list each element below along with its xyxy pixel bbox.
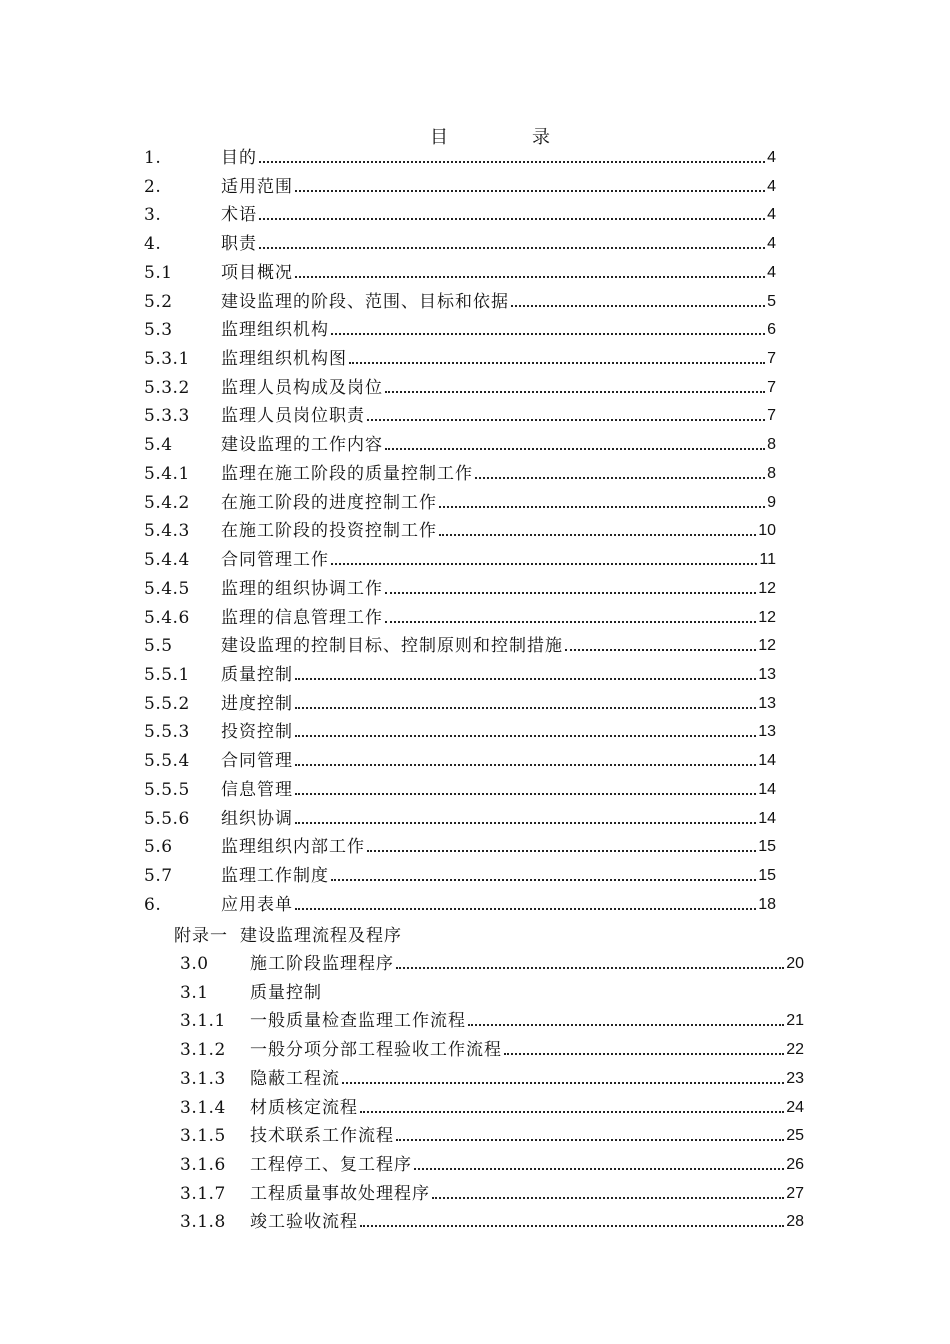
toc-entry[interactable] (144, 402, 776, 431)
toc-entry-page: 7 (767, 407, 776, 425)
toc-entry-number: 3. (144, 205, 162, 226)
toc-entry-page: 20 (786, 955, 804, 972)
toc-dot-leader (293, 718, 758, 747)
toc-dot-leader (430, 1180, 786, 1209)
toc-entry-title: 信息管理 (221, 779, 293, 800)
toc-entry-number: 5.3.1 (144, 349, 190, 370)
toc-entry-page: 25 (786, 1127, 804, 1145)
appendix-title: 建设监理流程及程序 (240, 926, 402, 946)
toc-dot-leader (394, 950, 786, 979)
toc-entry[interactable] (144, 891, 776, 920)
toc-dot-leader (383, 374, 767, 403)
toc-entry-page: 22 (786, 1041, 804, 1059)
toc-dot-leader (365, 833, 758, 862)
toc-entry-title: 竣工验收流程 (250, 1212, 358, 1233)
toc-dot-leader (293, 173, 767, 202)
toc-entry-title: 施工阶段监理程序 (250, 954, 394, 974)
toc-entry-page: 14 (758, 809, 776, 827)
toc-entry-number: 3.1.6 (180, 1154, 226, 1175)
toc-entry-title: 监理组织内部工作 (221, 837, 365, 858)
toc-entry-number: 3.0 (180, 954, 209, 974)
toc-entry-page: 14 (758, 780, 776, 798)
toc-entry-number: 5.1 (144, 262, 173, 283)
toc-dot-leader (358, 1208, 786, 1237)
toc-entry-number: 5.5.2 (144, 693, 190, 714)
toc-entry-title: 监理在施工阶段的质量控制工作 (221, 463, 473, 484)
toc-entry-number: 5.2 (144, 291, 173, 312)
toc-entry-page: 24 (786, 1098, 804, 1116)
toc-dot-leader (329, 546, 759, 575)
toc-entry[interactable] (144, 259, 776, 288)
toc-entry-number: 1. (144, 148, 162, 168)
toc-entry[interactable] (144, 718, 776, 747)
toc-entry-title: 建设监理的控制目标、控制原则和控制措施 (221, 636, 563, 657)
toc-entry[interactable] (180, 1007, 804, 1036)
toc-dot-leader (257, 230, 767, 259)
toc-entry-page: 6 (767, 321, 776, 339)
toc-entry-page: 8 (767, 436, 776, 454)
toc-entry-number: 6. (144, 894, 162, 915)
toc-entry-title: 组织协调 (221, 808, 293, 829)
toc-dot-leader (293, 259, 767, 288)
toc-entry-number: 3.1.5 (180, 1126, 226, 1147)
toc-entry-page: 12 (758, 608, 776, 626)
toc-entry-number: 5.4.6 (144, 607, 190, 628)
toc-entry[interactable] (144, 632, 776, 661)
toc-entry-page: 4 (767, 177, 776, 195)
toc-entry-page: 5 (767, 292, 776, 310)
toc-entry-number: 5.4.5 (144, 578, 190, 599)
toc-entry[interactable] (144, 374, 776, 403)
toc-entry-title: 目的 (221, 148, 257, 168)
toc-entry-page: 15 (758, 838, 776, 856)
toc-entry-number: 3.1.1 (180, 1011, 226, 1032)
toc-entry-title: 进度控制 (221, 693, 293, 714)
toc-dot-leader (412, 1151, 786, 1180)
toc-entry-number: 5.5.5 (144, 779, 190, 800)
toc-entry-page: 13 (758, 723, 776, 741)
toc-dot-leader (437, 489, 767, 518)
toc-entry-title: 质量控制 (250, 982, 322, 1003)
toc-entry-page: 4 (767, 206, 776, 224)
toc-entry[interactable] (180, 1208, 804, 1237)
toc-dot-leader (293, 661, 758, 690)
toc-entry[interactable] (180, 1180, 804, 1209)
toc-entry-title: 适用范围 (221, 176, 293, 197)
toc-entry-page: 13 (758, 665, 776, 683)
toc-entry-number: 5.4.4 (144, 550, 190, 571)
toc-entry-number: 2. (144, 176, 162, 197)
toc-entry-number: 3.1 (180, 982, 209, 1003)
toc-entry[interactable] (180, 1036, 804, 1065)
toc-entry-title: 监理组织机构图 (221, 349, 347, 370)
toc-entry-page: 4 (767, 263, 776, 281)
toc-entry-page: 12 (758, 637, 776, 655)
toc-entry[interactable] (144, 230, 776, 259)
toc-entry-page: 11 (759, 551, 776, 569)
toc-entry-title: 建设监理的工作内容 (221, 435, 383, 456)
toc-entry-number: 5.3 (144, 320, 173, 341)
toc-entry-title: 监理人员构成及岗位 (221, 377, 383, 398)
toc-entry[interactable] (144, 805, 776, 834)
toc-dot-leader (293, 776, 758, 805)
toc-entry[interactable] (144, 316, 776, 345)
toc-entry-page: 27 (786, 1184, 804, 1202)
toc-entry-page: 7 (767, 378, 776, 396)
toc-entry-number: 5.5 (144, 636, 173, 657)
toc-entry[interactable] (180, 979, 804, 1008)
toc-entry-title: 在施工阶段的投资控制工作 (221, 521, 437, 542)
toc-entry[interactable] (144, 173, 776, 202)
toc-entry-title: 材质核定流程 (250, 1097, 358, 1118)
toc-dot-leader (365, 402, 767, 431)
toc-entry[interactable] (144, 661, 776, 690)
toc-dot-leader (358, 1094, 786, 1123)
toc-entry-title: 监理人员岗位职责 (221, 406, 365, 427)
toc-entry[interactable] (144, 690, 776, 719)
toc-entry-number: 5.5.4 (144, 751, 190, 772)
toc-entry-title: 工程质量事故处理程序 (250, 1183, 430, 1204)
appendix-heading (174, 922, 402, 951)
toc-entry-title: 工程停工、复工程序 (250, 1154, 412, 1175)
toc-entry-number: 5.7 (144, 866, 173, 886)
toc-entry-number: 5.3.3 (144, 406, 190, 427)
toc-entry-number: 5.6 (144, 837, 173, 858)
toc-entry[interactable] (144, 747, 776, 776)
toc-entry[interactable] (144, 144, 776, 173)
toc-entry-number: 4. (144, 234, 162, 255)
toc-dot-leader (466, 1007, 786, 1036)
toc-dot-leader (502, 1036, 786, 1065)
toc-dot-leader (563, 632, 758, 661)
toc-entry[interactable] (144, 201, 776, 230)
toc-entry-page: 12 (758, 579, 776, 597)
toc-entry-page: 23 (786, 1069, 804, 1087)
toc-entry-number: 3.1.2 (180, 1040, 226, 1061)
toc-dot-leader (347, 345, 767, 374)
appendix-label: 附录一 (174, 926, 228, 946)
toc-entry[interactable] (180, 1151, 804, 1180)
toc-entry-number: 5.3.2 (144, 377, 190, 398)
toc-entry-title: 术语 (221, 205, 257, 226)
toc-entry-number: 5.5.1 (144, 664, 190, 685)
toc-entry-page: 7 (767, 350, 776, 368)
toc-entry-number: 5.4 (144, 435, 173, 456)
toc-dot-leader (383, 575, 758, 604)
toc-entry-title: 投资控制 (221, 722, 293, 743)
toc-entry-number: 5.4.2 (144, 492, 190, 513)
toc-entry[interactable] (144, 776, 776, 805)
toc-dot-leader (257, 144, 767, 173)
toc-dot-leader (437, 517, 758, 546)
toc-entry-title: 合同管理工作 (221, 550, 329, 571)
toc-entry-title: 建设监理的阶段、范围、目标和依据 (221, 291, 509, 312)
toc-entry-title: 项目概况 (221, 262, 293, 283)
toc-entry-page: 28 (786, 1213, 804, 1231)
title-char-2: 录 (532, 127, 550, 148)
toc-dot-leader (329, 862, 758, 891)
toc-entry-page: 8 (767, 464, 776, 482)
toc-entry-title: 一般质量检查监理工作流程 (250, 1011, 466, 1032)
toc-entry-page: 13 (758, 694, 776, 712)
toc-entry-number: 5.5.3 (144, 722, 190, 743)
toc-dot-leader (394, 1122, 786, 1151)
toc-dot-leader (293, 805, 758, 834)
toc-entry-title: 监理的信息管理工作 (221, 607, 383, 628)
toc-dot-leader (293, 891, 758, 920)
toc-entry[interactable] (144, 489, 776, 518)
toc-entry[interactable] (144, 460, 776, 489)
toc-entry-title: 监理工作制度 (221, 866, 329, 886)
toc-dot-leader (383, 604, 758, 633)
toc-entry[interactable] (144, 833, 776, 862)
toc-dot-leader (383, 431, 767, 460)
toc-entry-page: 4 (767, 235, 776, 253)
toc-entry-title: 监理的组织协调工作 (221, 578, 383, 599)
toc-entry-number: 5.4.3 (144, 521, 190, 542)
toc-dot-leader (509, 288, 767, 317)
toc-entry-title: 隐蔽工程流 (250, 1068, 340, 1089)
toc-entry-title: 应用表单 (221, 894, 293, 915)
toc-entry-title: 在施工阶段的进度控制工作 (221, 492, 437, 513)
toc-entry[interactable] (144, 575, 776, 604)
toc-entry-page: 18 (758, 895, 776, 913)
toc-entry-number: 3.1.4 (180, 1097, 226, 1118)
toc-entry-number: 3.1.3 (180, 1068, 226, 1089)
toc-entry-number: 3.1.8 (180, 1212, 226, 1233)
toc-entry-page: 15 (758, 867, 776, 884)
toc-entry-title: 一般分项分部工程验收工作流程 (250, 1040, 502, 1061)
toc-dot-leader (473, 460, 767, 489)
toc-dot-leader (257, 201, 767, 230)
toc-entry-page: 9 (767, 493, 776, 511)
toc-entry-title: 合同管理 (221, 751, 293, 772)
toc-entry[interactable] (180, 950, 804, 979)
toc-entry-page: 4 (767, 149, 776, 166)
toc-dot-leader (340, 1065, 786, 1094)
toc-entry[interactable] (144, 345, 776, 374)
toc-entry-number: 5.4.1 (144, 463, 190, 484)
title-char-1: 目 (430, 127, 448, 148)
toc-entry[interactable] (180, 1094, 804, 1123)
toc-entry-page: 14 (758, 752, 776, 770)
toc-entry-number: 3.1.7 (180, 1183, 226, 1204)
toc-entry-title: 职责 (221, 234, 257, 255)
toc-dot-leader (293, 747, 758, 776)
toc-entry[interactable] (144, 604, 776, 633)
toc-entry-title: 监理组织机构 (221, 320, 329, 341)
toc-entry[interactable] (144, 288, 776, 317)
toc-entry[interactable] (144, 862, 776, 891)
toc-entry[interactable] (144, 431, 776, 460)
toc-dot-leader (293, 690, 758, 719)
toc-entry[interactable] (144, 517, 776, 546)
toc-entry[interactable] (180, 1065, 804, 1094)
toc-dot-leader (329, 316, 767, 345)
toc-entry-page: 21 (786, 1012, 804, 1030)
toc-entry-page: 10 (758, 522, 776, 540)
toc-entry-title: 技术联系工作流程 (250, 1126, 394, 1147)
toc-entry[interactable] (180, 1122, 804, 1151)
toc-entry-title: 质量控制 (221, 664, 293, 685)
toc-entry-number: 5.5.6 (144, 808, 190, 829)
toc-entry[interactable] (144, 546, 776, 575)
toc-entry-page: 26 (786, 1155, 804, 1173)
